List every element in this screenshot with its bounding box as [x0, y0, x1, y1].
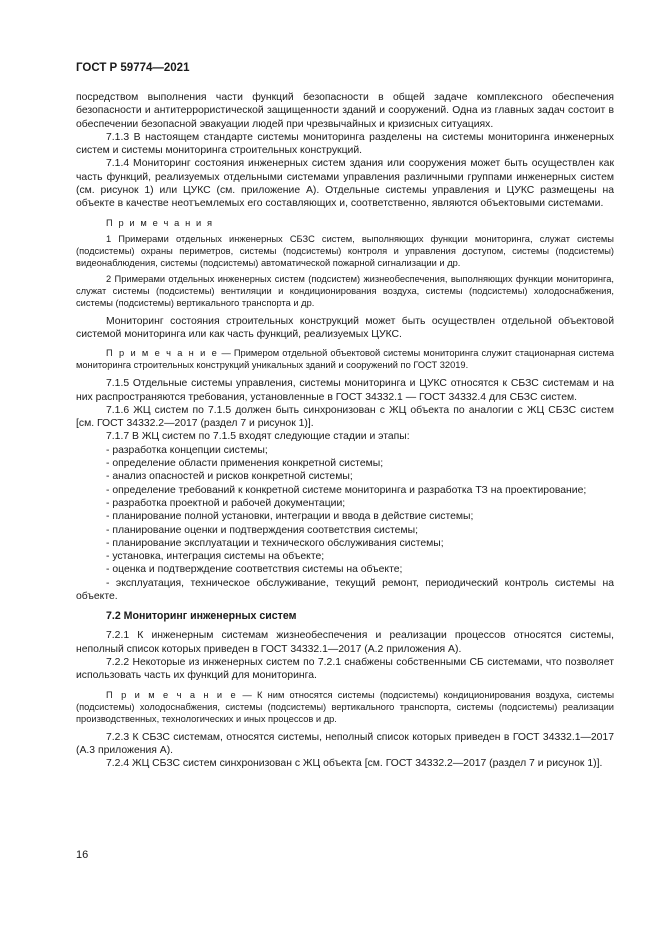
note-7-2-2-text: — К ним относятся системы (подсистемы) кондиционирования воздуха, системы (подсистемы) холодоснабжения, системы (подсистемы) вертикального транспорта, системы (подсистемы) реализации производственных, технологических и иных процессов и др.	[76, 689, 614, 724]
section-heading-7-2: 7.2 Мониторинг инженерных систем	[106, 610, 297, 623]
list-item: - оценка и подтверждение соответствия системы на объекте;	[106, 564, 403, 576]
list-item: - планирование эксплуатации и технического обслуживания системы;	[106, 537, 444, 549]
list-item: - планирование полной установки, интеграции и ввода в действие системы;	[106, 511, 474, 523]
note-7-2-2-head: П р и м е ч а н и е	[106, 689, 238, 700]
paragraph-7-2-1: 7.2.1 К инженерным системам жизнеобеспечения и реализации процессов относятся системы, неполный список которых приведен в ГОСТ 34332.1—2017 (А.2 приложения А).	[76, 630, 614, 655]
paragraph-7-1-5: 7.1.5 Отдельные системы управления, системы мониторинга и ЦУКС относятся к СБЗС системам и на них распространяются требования, установленные в ГОСТ 34332.1 — ГОСТ 34332.4 для СБЗС систем.	[76, 378, 614, 403]
paragraph-7-1-3: 7.1.3 В настоящем стандарте системы мониторинга разделены на системы мониторинга инженерных систем и системы мониторинга строительных конструкций.	[76, 131, 614, 157]
notes-heading-text: П р и м е ч а н и я	[106, 217, 214, 228]
note-7-2-2	[76, 689, 614, 725]
list-item: - определение области применения конкретной системы;	[106, 458, 384, 470]
list-item: - разработка концепции системы;	[106, 444, 268, 456]
stages-list	[76, 444, 614, 604]
note-1: 1 Примерами отдельных инженерных СБЗС систем, выполняющих функции мониторинга, служат системы (подсистемы) охраны периметров, системы (подсистемы) контроля и управления доступом, системы (подсистемы) видеонаблюдения, системы (подсистемы) автоматической пожарной сигнализации и др.	[76, 233, 614, 268]
paragraph-7-1-4: 7.1.4 Мониторинг состояния инженерных систем здания или сооружения может быть осуществлен как часть функций, реализуемых отдельными системами управления различными группами инженерных систем (см. рисунок 1) или ЦУКС (см. приложение А). Отдельные системы управления и ЦУКС размещены на объекте в качестве неотъемлемых его составляющих и, соответственно, являются объектовыми системами.	[76, 158, 614, 210]
page-content	[76, 91, 614, 770]
note-structures-head: П р и м е ч а н и е	[106, 348, 219, 359]
paragraph-structures: Мониторинг состояния строительных конструкций может быть осуществлен отдельной объектовой системой мониторинга или как часть функций, реализуемых ЦУКС.	[76, 315, 614, 340]
list-item: - установка, интеграция системы на объекте;	[106, 551, 325, 563]
list-item: - анализ опасностей и рисков конкретной системы;	[106, 471, 353, 483]
paragraph-7-2-3: 7.2.3 К СБЗС системам, относятся системы, неполный список которых приведен в ГОСТ 34332.1—2017 (А.3 приложения А).	[76, 731, 614, 756]
paragraph-7-1-7: 7.1.7 В ЖЦ систем по 7.1.5 входят следующие стадии и этапы:	[106, 431, 410, 443]
paragraph-intro: посредством выполнения части функций безопасности в общей задаче комплексного обеспечения безопасности и антитеррористической защищенности зданий и сооружений. Одна из главных задач состоит в обеспечении безопасной эвакуации людей при чрезвычайных и кризисных ситуациях.	[76, 92, 614, 130]
page-number: 16	[76, 849, 89, 861]
list-item: - эксплуатация, техническое обслуживание, текущий ремонт, периодический контроль системы на объекте.	[76, 577, 614, 603]
paragraph-7-2-4: 7.2.4 ЖЦ СБЗС систем синхронизован с ЖЦ объекта [см. ГОСТ 34332.2—2017 (раздел 7 и рисунок 1)].	[106, 758, 603, 770]
list-item: - разработка проектной и рабочей документации;	[106, 497, 346, 509]
list-item: - определение требований к конкретной системе мониторинга и разработка ТЗ на проектирование;	[106, 484, 587, 496]
note-structures	[76, 347, 614, 371]
document-header: ГОСТ Р 59774—2021	[76, 62, 190, 74]
note-2: 2 Примерами отдельных инженерных систем (подсистем) жизнеобеспечения, выполняющих функции мониторинга, служат системы (подсистемы) вентиляции и кондиционирования воздуха, системы (подсистемы) холодоснабжения, системы (подсистемы) вертикального транспорта и др.	[76, 273, 614, 308]
note-structures-text: — Примером отдельной объектовой системы мониторинга служит стационарная система мониторинга строительных конструкций уникальных зданий и сооружений по ГОСТ 32019.	[76, 348, 614, 371]
paragraph-7-1-6: 7.1.6 ЖЦ систем по 7.1.5 должен быть синхронизован с ЖЦ объекта по аналогии с ЖЦ СБЗС систем [см. ГОСТ 34332.2—2017 (раздел 7 и рисунок 1)].	[76, 404, 614, 430]
paragraph-7-2-2: 7.2.2 Некоторые из инженерных систем по 7.2.1 снабжены собственными СБ системами, что позволяет использовать часть их функций для мониторинга.	[76, 656, 614, 682]
notes-heading	[76, 217, 614, 229]
list-item: - планирование оценки и подтверждения соответствия системы;	[106, 524, 418, 536]
